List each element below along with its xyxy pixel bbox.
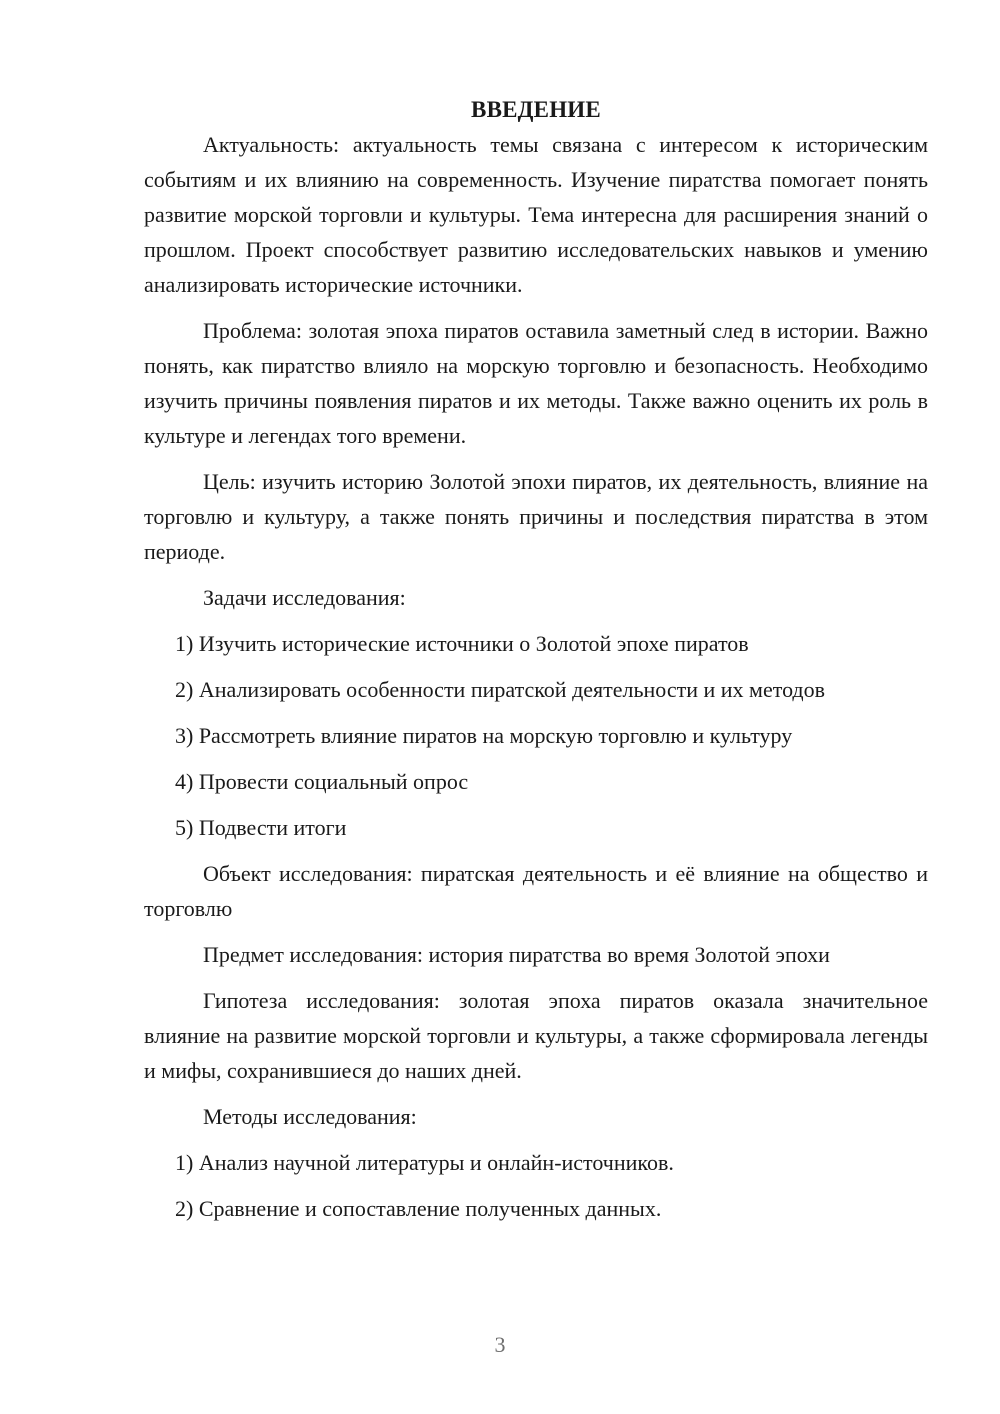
problem-paragraph: Проблема: золотая эпоха пиратов оставила заметный след в истории. Важно понять, как пиратство влияло на морскую торговлю и безопасность. Необходимо изучить причины появления пиратов и их методы. Также важно оценить их роль в культуре и легендах того времени. (144, 318, 928, 448)
relevance-paragraph: Актуальность: актуальность темы связана с интересом к историческим событиям и их влиянию на современность. Изучение пиратства помогает понять развитие морской торговли и культуры. Тема интересна для расширения знаний о прошлом. Проект способствует развитию исследовательских навыков и умению анализировать исторические источники. (144, 132, 928, 297)
task-item: 4) Провести социальный опрос (175, 769, 469, 794)
tasks-list (144, 626, 928, 845)
page-number: 3 (494, 1332, 506, 1357)
subject-paragraph: Предмет исследования: история пиратства во время Золотой эпохи (203, 942, 830, 967)
task-item: 1) Изучить исторические источники о Золотой эпохе пиратов (175, 631, 749, 656)
methods-list (144, 1145, 928, 1226)
document-page (144, 92, 928, 1237)
task-item: 3) Рассмотреть влияние пиратов на морскую торговлю и культуру (175, 723, 793, 748)
method-item: 2) Сравнение и сопоставление полученных данных. (175, 1196, 662, 1221)
methods-heading: Методы исследования: (203, 1104, 417, 1129)
task-item: 2) Анализировать особенности пиратской деятельности и их методов (175, 677, 826, 702)
method-item: 1) Анализ научной литературы и онлайн-источников. (175, 1150, 674, 1175)
section-title: ВВЕДЕНИЕ (471, 97, 601, 122)
hypothesis-paragraph: Гипотеза исследования: золотая эпоха пиратов оказала значительное влияние на развитие морской торговли и культуры, а также сформировала легенды и мифы, сохранившиеся до наших дней. (144, 988, 928, 1083)
task-item: 5) Подвести итоги (175, 815, 347, 840)
goal-paragraph: Цель: изучить историю Золотой эпохи пиратов, их деятельность, влияние на торговлю и культуру, а также понять причины и последствия пиратства в этом периоде. (144, 469, 928, 564)
object-paragraph: Объект исследования: пиратская деятельность и её влияние на общество и торговлю (144, 861, 928, 921)
tasks-heading: Задачи исследования: (203, 585, 406, 610)
